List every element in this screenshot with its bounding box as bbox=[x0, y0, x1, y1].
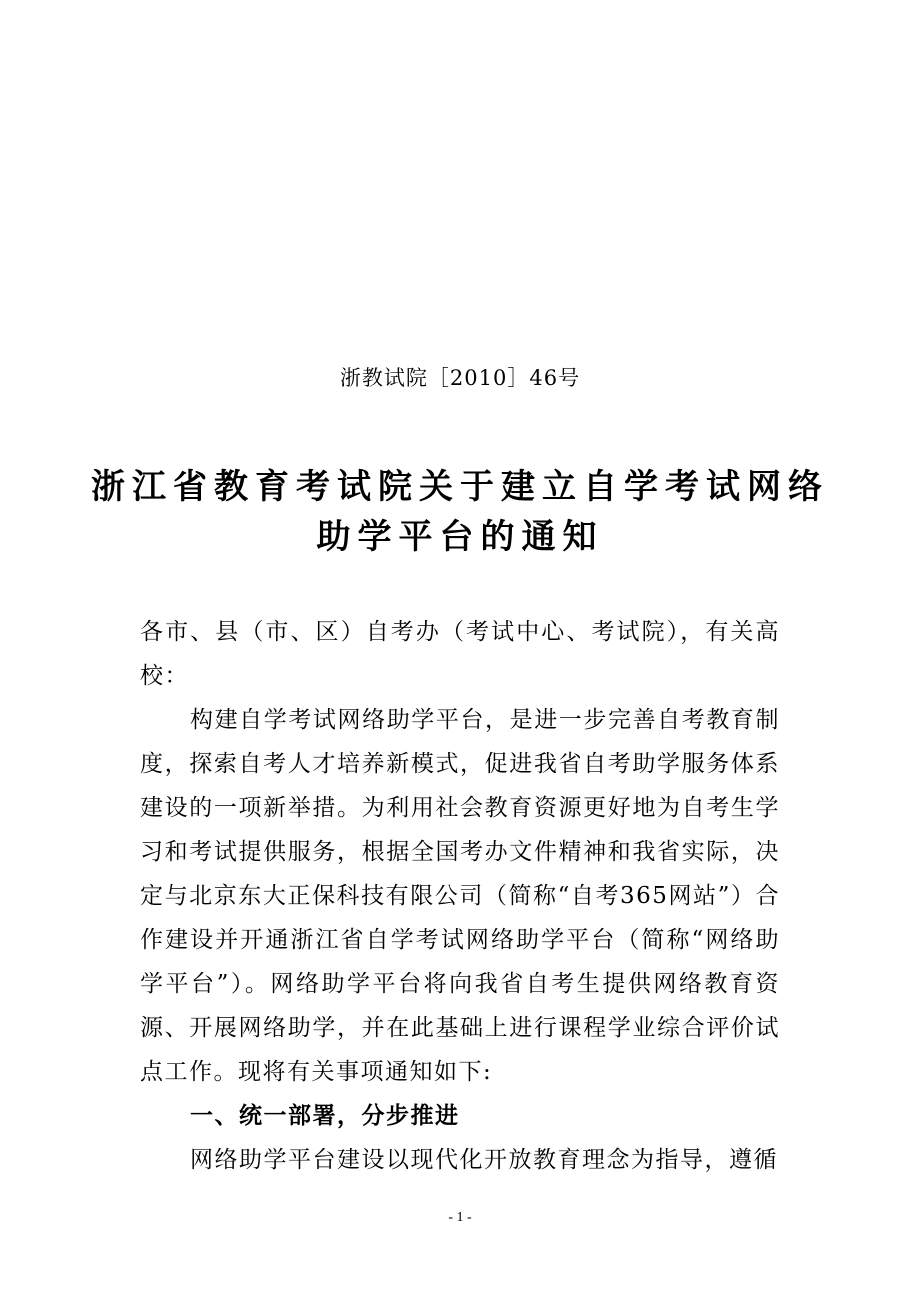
paragraph-section-1: 网络助学平台建设以现代化开放教育理念为指导，遵循 bbox=[190, 1147, 778, 1173]
doc-number: 浙教试院［2010］46号 bbox=[339, 366, 581, 390]
document-title bbox=[0, 462, 920, 562]
salutation: 各市、县（市、区）自考办（考试中心、考试院），有关高校： bbox=[140, 619, 780, 689]
section-heading-1: 一、统一部署，分步推进 bbox=[190, 1103, 460, 1129]
title-line-1: 浙江省教育考试院关于建立自学考试网络 bbox=[91, 467, 829, 507]
paragraph-intro: 构建自学考试网络助学平台，是进一步完善自考教育制度，探索自考人才培养新模式，促进我省自考助学服务体系建设的一项新举措。为利用社会教育资源更好地为自考生学习和考试提供服务，根据全国考办文件精神和我省实际，决定与北京东大正保科技有限公司（简称“自考365网站”）合作建设并开通浙江省自学考试网络助学平台（简称“网络助学平台”）。网络助学平台将向我省自考生提供网络教育资源、开展网络助学，并在此基础上进行课程学业综合评价试点工作。现将有关事项通知如下: bbox=[140, 707, 780, 1085]
title-line-2: 助学平台的通知 bbox=[316, 517, 604, 557]
document-body bbox=[140, 610, 780, 1182]
page-number: - 1 - bbox=[448, 1210, 472, 1225]
